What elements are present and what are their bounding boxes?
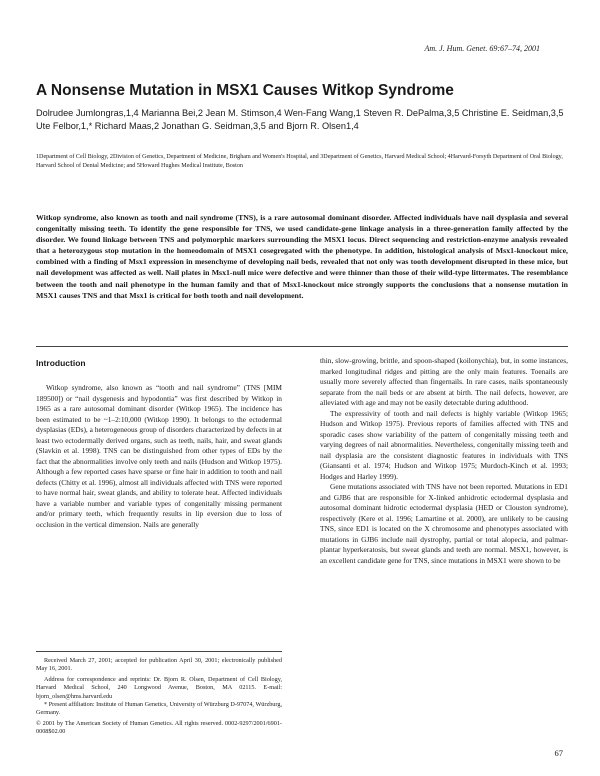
abstract [36,212,568,301]
footnotes [36,657,282,737]
footnote-divider [36,651,282,652]
paragraph: thin, slow-growing, brittle, and spoon-shaped (koilonychia), but, in some instances, marked longitudinal ridges and pitting are the only main features. Toenails are usually more severely affected than fingernails. In rare cases, nails spontaneously separate from the nail beds or are absent at birth. The nail defects, however, are alleviated with age and may not be easily detectable during adulthood. [320,356,568,407]
paragraph: The expressivity of tooth and nail defects is highly variable (Witkop 1965; Hudson and Witkop 1975). Previous reports of families affected with TNS and sporadic cases show variability of the pattern of congenitally missing teeth and varying degrees of nail abnormalities. Nevertheless, congenitally missing teeth and nail dysplasia are the consistent diagnostic features in individuals with TNS (Giansanti et al. 1974; Hudson and Witkop 1975; Murdoch-Kinch et al. 1993; Hodges and Harley 1999). [320,408,568,481]
section-divider [36,346,568,347]
affiliations: 1Department of Cell Biology, 2Division of Genetics, Department of Medicine, Brigham and Women's Hospital, and 3Department of Genetics, Harvard Medical School; 4Harvard-Forsyth Department of Oral Biology, Harvard School of Dental Medicine; and 5Howard Hughes Medical Institute, Boston [36,154,563,169]
paragraph: Gene mutations associated with TNS have not been reported. Mutations in ED1 and GJB6 that are responsible for X-linked anhidrotic ectodermal dysplasia and autosomal dominant hidrotic ectodermal dysplasia (HED or Clouston syndrome), respectively (Kere et al. 1996; Lamartine et al. 2000), are unlikely to be causing TNS, since ED1 is located on the X chromosome and phenotypes associated with mutations in GJB6 include nail dystrophy, partial or total alopecia, and palmar-plantar hyperkeratosis, but sweat glands and teeth are normal. MSX1, however, is an excellent candidate gene for TNS, since mutations in MSX1 were shown to be [320,482,568,565]
body-column-right [320,356,568,566]
received-note: Received March 27, 2001; accepted for publication April 30, 2001; electronically published May 16, 2001. [36,657,282,673]
paragraph: Witkop syndrome, also known as “tooth and nail syndrome” (TNS [MIM 189500]) or “nail dysgenesis and hypodontia” was first described by Witkop in 1965 as a rare autosomal dominant disorder (Witkop 1965). The incidence has been estimated to be ~1–2:10,000 (Witkop 1990). It belongs to the ectodermal dysplasias (EDs), a heterogeneous group of disorders characterized by defects in at least two ectodermally derived organs, such as teeth, nails, hair, and sweat glands (Slavkin et al. 1998). TNS can be distinguished from other types of EDs by the fact that the abnormalities involve only teeth and nails (Hudson and Witkop 1975). Although a few reported cases have sparse or fine hair in addition to tooth and nail defects (Chitty et al. 1996), almost all individuals affected with TNS were reported to have normal hair, sweat glands, and ability to tolerate heat. Affected individuals have a variable number and variable types of congenitally missing permanent and/or primary teeth, which frequently results in lip eversion due to loss of occlusion in the vertical dimension. Nails are generally [36,383,282,529]
present-affiliation-note: * Present affiliation: Institute of Human Genetics, University of Würzburg D-97074, Würzburg, Germany. [36,701,282,717]
copyright-note: © 2001 by The American Society of Human Genetics. All rights reserved. 0002-9297/2001/6901-0008$02.00 [36,719,282,736]
author-list: Dolrudee Jumlongras,1,4 Marianna Bei,2 Jean M. Stimson,4 Wen-Fang Wang,1 Steven R. DePalma,3,5 Christine E. Seidman,3,5 Ute Felbor,1,* Richard Maas,2 Jonathan G. Seidman,3,5 and Bjorn R. Olsen1,4 [36,108,564,131]
journal-citation: Am. J. Hum. Genet. 69:67–74, 2001 [424,44,540,53]
introduction-heading: Introduction [36,358,86,368]
body-column-left [36,383,282,530]
page-number: 67 [554,748,563,758]
article-title: A Nonsense Mutation in MSX1 Causes Witkop Syndrome [36,82,454,99]
abstract-text: Witkop syndrome, also known as tooth and nail syndrome (TNS), is a rare autosomal dominant disorder. Affected individuals have nail dysplasia and several congenitally missing teeth. To identify the gene responsible for TNS, we used candidate-gene linkage analysis in a three-generation family affected by the disorder. We found linkage between TNS and polymorphic markers surrounding the MSX1 locus. Direct sequencing and restriction-enzyme analysis revealed that a heterozygous stop mutation in the homeodomain of MSX1 cosegregated with the phenotype. In addition, histological analysis of Msx1-knockout mice, combined with a finding of Msx1 expression in mesenchyme of developing nail beds, revealed that not only was tooth development disrupted in these mice, but nail development was affected as well. Nail plates in Msx1-null mice were defective and were thinner than those of their wild-type littermates. The resemblance between the tooth and nail phenotype in the human family and that of Msx1-knockout mice strongly supports the conclusions that a nonsense mutation in MSX1 causes TNS and that Msx1 is critical for both tooth and nail development. [36,213,568,300]
correspondence-note: Address for correspondence and reprints: Dr. Bjorn R. Olsen, Department of Cell Biology, Harvard Medical School, 240 Longwood Avenue, Boston, MA 02115. E-mail: bjorn_olsen@hms.harvard.edu [36,675,282,700]
